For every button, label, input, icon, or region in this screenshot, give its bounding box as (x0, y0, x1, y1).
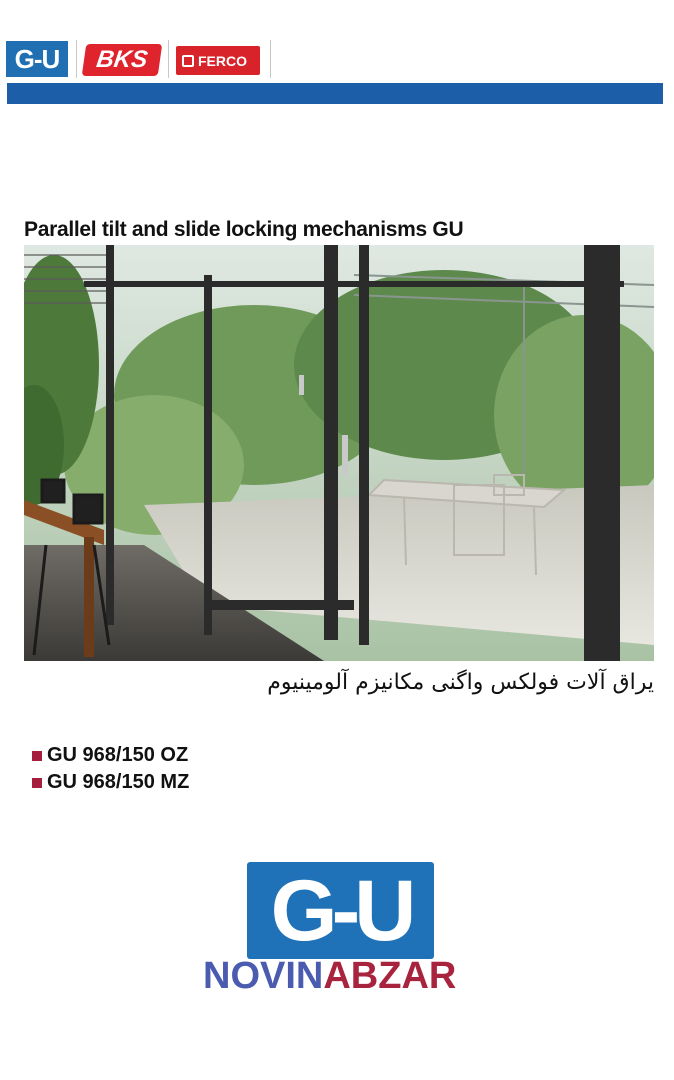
ferco-mark-icon (182, 55, 194, 67)
gu-logo: G-U (6, 41, 68, 77)
header-bar (7, 83, 663, 104)
bks-logo: BKS (82, 44, 162, 76)
persian-caption: یراق آلات فولکس واگنی مکانیزم آلومینیوم (267, 670, 654, 695)
brand-word-novin: NOVIN (203, 955, 324, 997)
sliding-door-image (24, 245, 654, 661)
model-list (32, 742, 189, 796)
gu-brand-logo (247, 862, 434, 959)
list-item (32, 769, 189, 796)
page-title: Parallel tilt and slide locking mechanisms GU (24, 218, 464, 241)
brand-name (203, 955, 473, 998)
gu-mark-text: G-U (270, 862, 411, 959)
square-bullet-icon (32, 751, 42, 761)
list-item (32, 742, 189, 769)
product-photo (24, 245, 654, 661)
model-label: GU 968/150 MZ (47, 771, 190, 793)
ferco-logo: FERCO (176, 46, 260, 75)
logo-separator (270, 40, 271, 78)
model-label: GU 968/150 OZ (47, 744, 189, 766)
logo-separator (76, 40, 77, 78)
brand-word-abzar: ABZAR (323, 955, 457, 997)
logo-separator (168, 40, 169, 78)
square-bullet-icon (32, 778, 42, 788)
